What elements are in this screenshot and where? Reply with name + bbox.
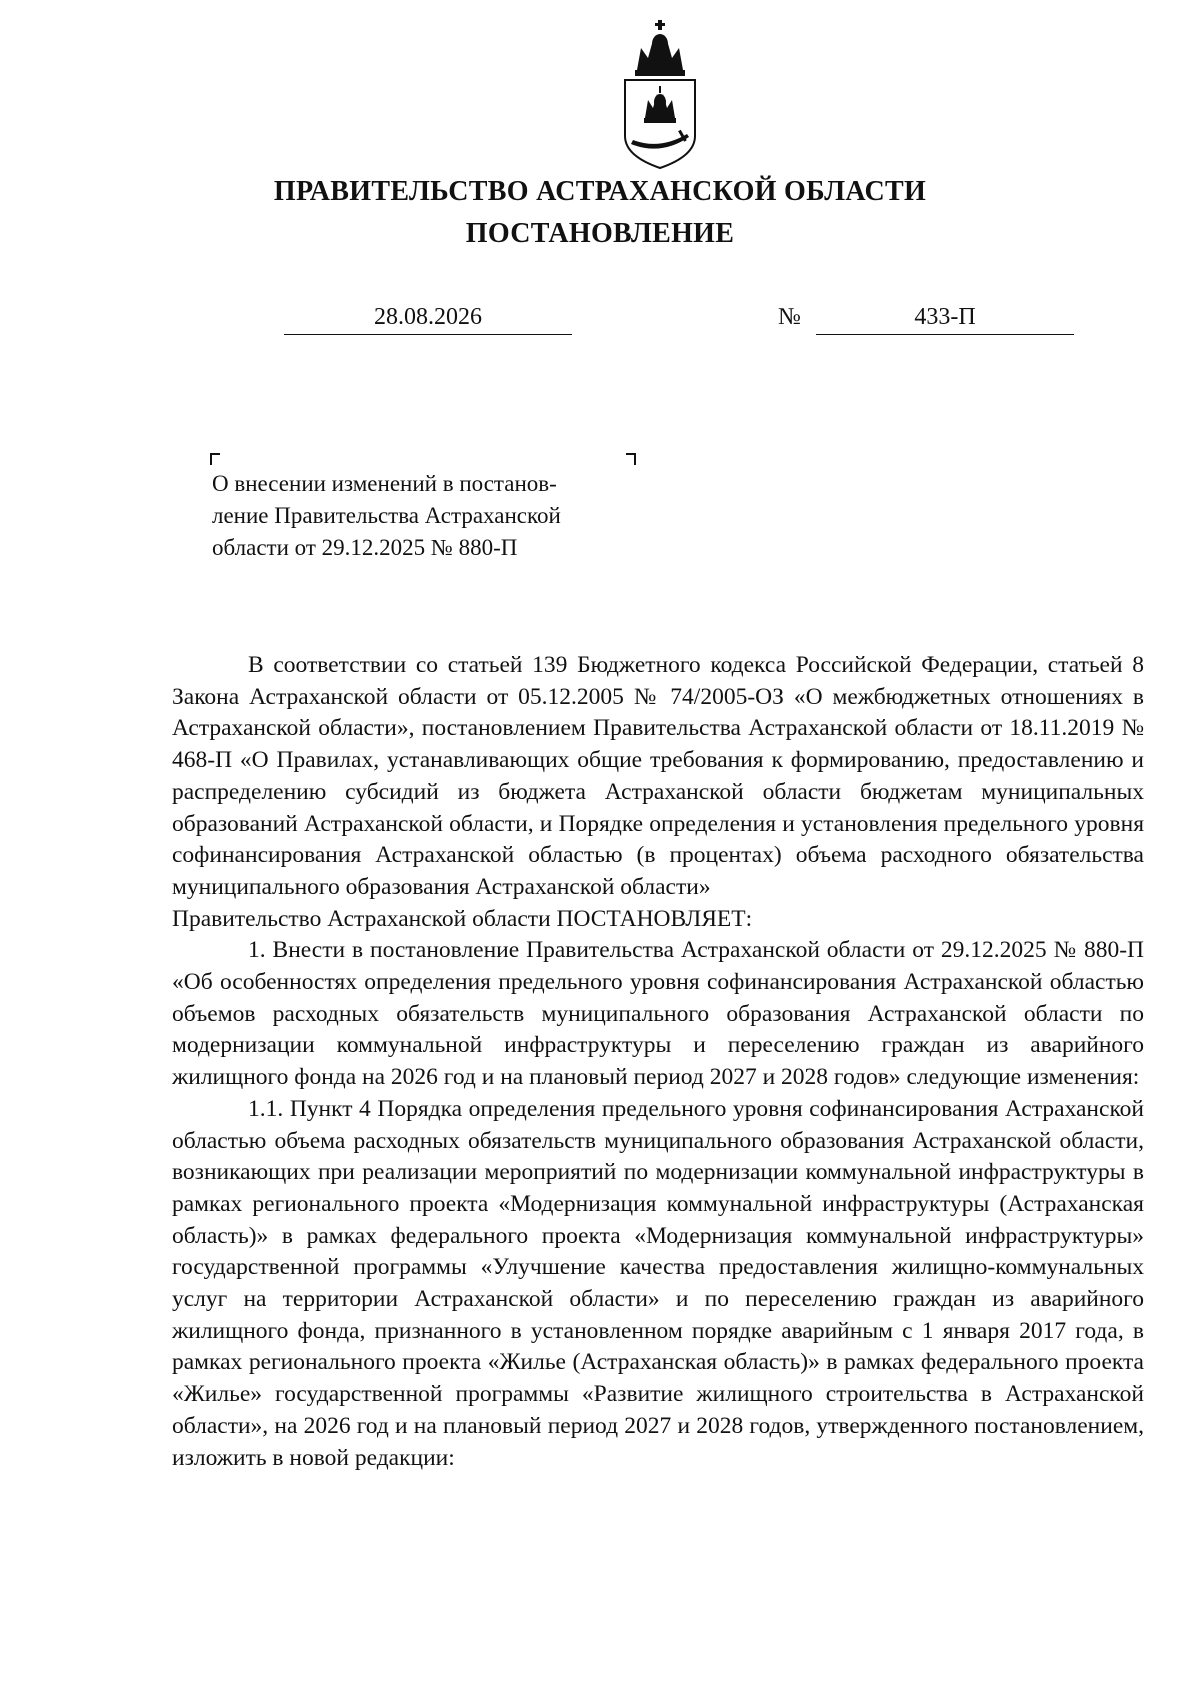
preamble-paragraph: В соответствии со статьей 139 Бюджетного кодекса Российской Федерации, статьей 8 Закона Астраханской области от 05.12.2005 № 74/2005-ОЗ «О межбюджетных отношениях в Астраханской области», постановлением Правительства Астраханской области от 18.11.2019 № 468-П «О Правилах, устанавливающих общие требования к формированию, предоставлению и распределению субсидий из бюджета Астраханской области бюджетам муниципальных образований Астраханской области, и Порядке определения и установления предельного уровня софинансирования Астраханской областью (в процентах) объема расходного обязательства муниципального образования Астраханской области» [172,652,1144,900]
document-date: 28.08.2026 [284,302,572,335]
item-1-1-paragraph: 1.1. Пункт 4 Порядка определения предельного уровня софинансирования Астраханской областью объема расходных обязательств муниципального образования Астраханской области, возникающих при реализации мероприятий по модернизации коммунальной инфраструктуры в рамках регионального проекта «Модернизация коммунальной инфраструктуры (Астраханская область)» в рамках федерального проекта «Модернизация коммунальной инфраструктуры» государственной программы «Улучшение качества предоставления жилищно-коммунальных услуг на территории Астраханской области» и по переселению граждан из аварийного жилищного фонда, признанного в установленном порядке аварийным с 1 января 2017 года, в рамках регионального проекта «Жилье (Астраханская область)» в рамках федерального проекта «Жилье» государственной программы «Развитие жилищного строительства в Астраханской области», на 2026 год и на плановый период 2027 и 2028 годов, утвержденного постановлением, изложить в новой редакции: [172,1095,1144,1471]
document-number: 433-П [816,302,1074,335]
document-type: ПОСТАНОВЛЕНИЕ [465,218,735,249]
document-subject [212,468,642,564]
coat-of-arms-emblem [615,18,705,170]
subject-line: О внесении изменений в постанов- [212,471,557,496]
subject-corner-left-mark [210,453,220,465]
subject-line: ление Правительства Астраханской [212,503,561,528]
number-sign: № [778,304,801,330]
item-1-paragraph: 1. Внести в постановление Правительства Астраханской области от 29.12.2025 № 880-П «Об особенностях определения предельного уровня софинансирования Астраханской областью объемов расходных обязательств муниципального образования Астраханской области по модернизации коммунальной инфраструктуры и переселению граждан из аварийного жилищного фонда на 2026 год и на плановый период 2027 и 2028 годов» следующие изменения: [172,937,1144,1091]
decree-paragraph: Правительство Астраханской области ПОСТАНОВЛЯЕТ: [172,905,753,932]
document-body [172,650,1144,1474]
subject-line: области от 29.12.2025 № 880-П [212,535,518,560]
subject-corner-right-mark [626,453,636,465]
organization-title: ПРАВИТЕЛЬСТВО АСТРАХАНСКОЙ ОБЛАСТИ [273,176,927,207]
